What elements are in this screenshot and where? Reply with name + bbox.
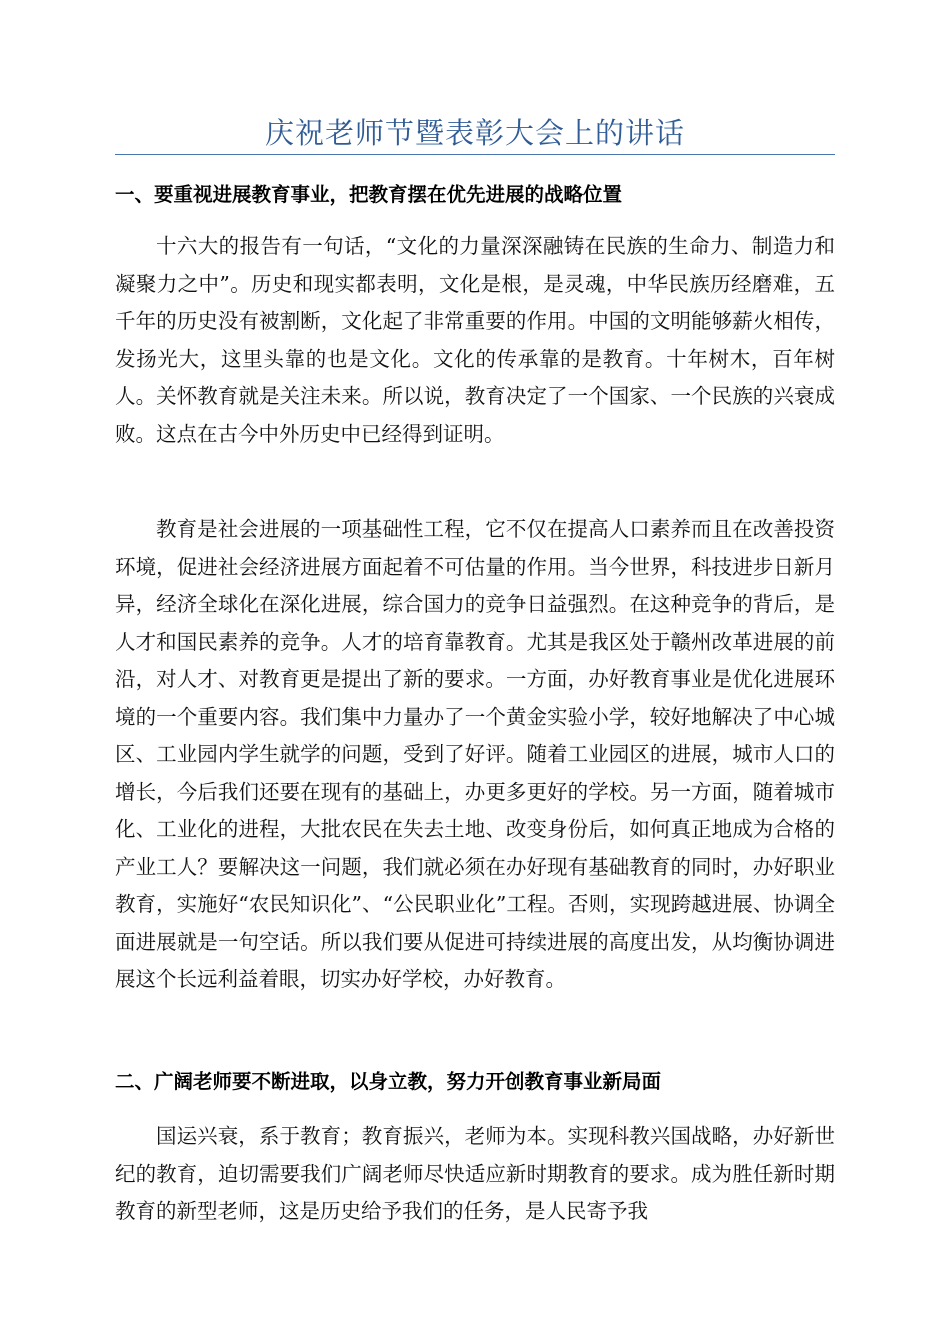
paragraph-2: 教育是社会进展的一项基础性工程，它不仅在提高人口素养而且在改善投资环境，促进社会经济进展方面起着不可估量的作用。当今世界，科技进步日新月异，经济全球化在深化进展，综合国力的竞争日益强烈。在这种竞争的背后，是人才和国民素养的竞争。人才的培育靠教育。尤其是我区处于赣州改革进展的前沿，对人才、对教育更是提出了新的要求。一方面，办好教育事业是优化进展环境的一个重要内容。我们集中力量办了一个黄金实验小学，较好地解决了中心城区、工业园内学生就学的问题，受到了好评。随着工业园区的进展，城市人口的增长，今后我们还要在现有的基础上，办更多更好的学校。另一方面，随着城市化、工业化的进程，大批农民在失去土地、改变身份后，如何真正地成为合格的产业工人？要解决这一问题，我们就必须在办好现有基础教育的同时，办好职业教育，实施好“农民知识化”、“公民职业化”工程。否则，实现跨越进展、协调全面进展就是一句空话。所以我们要从促进可持续进展的高度出发，从均衡协调进展这个长远利益着眼，切实办好学校，办好教育。 [115, 517, 835, 991]
paragraph-3: 国运兴衰，系于教育；教育振兴，老师为本。实现科教兴国战略，办好新世纪的教育，迫切需要我们广阔老师尽快适应新时期教育的要求。成为胜任新时期教育的新型老师，这是历史给予我们的任务，是人民寄予我 [115, 1124, 835, 1223]
document-title: 庆祝老师节暨表彰大会上的讲话 [264, 116, 685, 150]
paragraph-1: 十六大的报告有一句话，“文化的力量深深融铸在民族的生命力、制造力和凝聚力之中”。历史和现实都表明，文化是根，是灵魂，中华民族历经磨难，五千年的历史没有被割断，文化起了非常重要的作用。中国的文明能够薪火相传，发扬光大，这里头靠的也是文化。文化的传承靠的是教育。十年树木，百年树人。关怀教育就是关注未来。所以说，教育决定了一个国家、一个民族的兴衰成败。这点在古今中外历史中已经得到证明。 [115, 234, 835, 446]
section-heading-1: 一、要重视进展教育事业，把教育摆在优先进展的战略位置 [115, 183, 623, 206]
title-underline [115, 154, 835, 155]
section-heading-2: 二、广阔老师要不断进取，以身立教，努力开创教育事业新局面 [115, 1070, 662, 1093]
